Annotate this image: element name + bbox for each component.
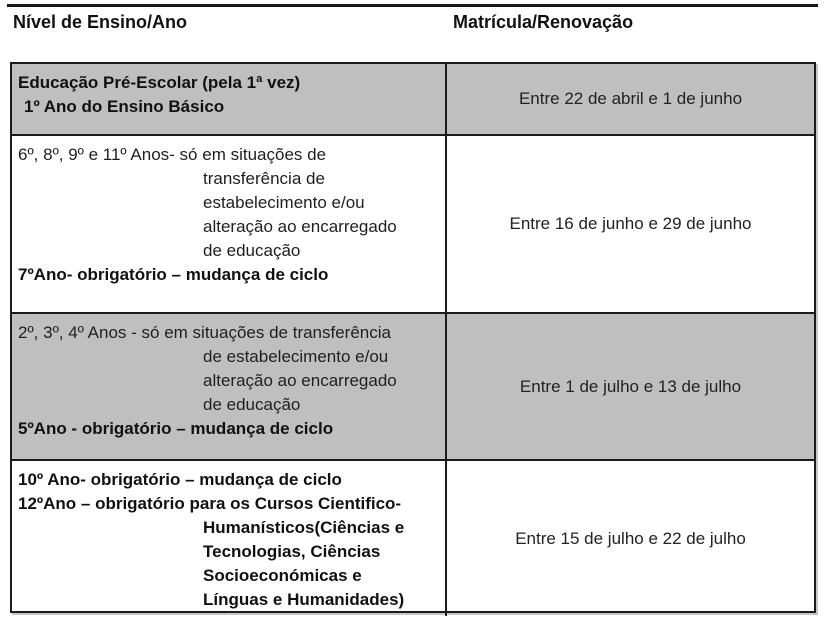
level-line: Tecnologias, Ciências <box>203 542 381 561</box>
level-line: 5ºAno - obrigatório – mudança de ciclo <box>18 419 334 438</box>
date-range-text: Entre 22 de abril e 1 de junho <box>518 89 743 108</box>
level-line: alteração ao encarregado <box>203 371 397 390</box>
level-line: 1º Ano do Ensino Básico <box>24 97 225 116</box>
column-header-matricula-renovacao: Matrícula/Renovação <box>453 12 634 32</box>
level-cell <box>12 461 447 616</box>
level-line: 12ºAno – obrigatório para os Cursos Cientifico- <box>18 494 402 513</box>
header-top-rule <box>7 4 818 7</box>
level-line: Humanísticos(Ciências e <box>203 518 405 537</box>
table-row <box>12 459 814 616</box>
level-line: 7ºAno- obrigatório – mudança de ciclo <box>18 265 329 284</box>
level-line: Educação Pré-Escolar (pela 1ª vez) <box>18 73 301 92</box>
date-range-text: Entre 15 de julho e 22 de julho <box>515 528 746 548</box>
level-line: Socioeconómicas e <box>203 566 362 585</box>
level-cell <box>12 136 447 312</box>
table-row <box>12 134 814 312</box>
column-header-nivel-ensino: Nível de Ensino/Ano <box>13 12 188 32</box>
table-row <box>12 64 814 134</box>
level-line: 2º, 3º, 4º Anos - só em situações de transferência <box>18 323 391 342</box>
level-cell <box>12 314 447 459</box>
date-cell <box>447 314 814 459</box>
date-cell <box>447 136 814 312</box>
level-line: de estabelecimento e/ou <box>203 347 389 366</box>
level-line: de educação <box>203 395 301 414</box>
level-line: 6º, 8º, 9º e 11º Anos- só em situações de <box>18 145 327 164</box>
date-range-text: Entre 1 de julho e 13 de julho <box>519 376 742 396</box>
level-line: transferência de <box>203 169 325 188</box>
level-line: de educação <box>203 241 301 260</box>
level-line: 10º Ano- obrigatório – mudança de ciclo <box>18 470 342 489</box>
level-line: estabelecimento e/ou <box>203 193 365 212</box>
date-range-text: Entre 16 de junho e 29 de junho <box>509 214 752 233</box>
level-line: Línguas e Humanidades) <box>203 590 405 609</box>
table-row <box>12 312 814 459</box>
enrollment-schedule-table <box>10 62 816 613</box>
level-line: alteração ao encarregado <box>203 217 397 236</box>
date-cell <box>447 461 814 616</box>
date-cell <box>447 64 814 134</box>
level-cell <box>12 64 447 134</box>
